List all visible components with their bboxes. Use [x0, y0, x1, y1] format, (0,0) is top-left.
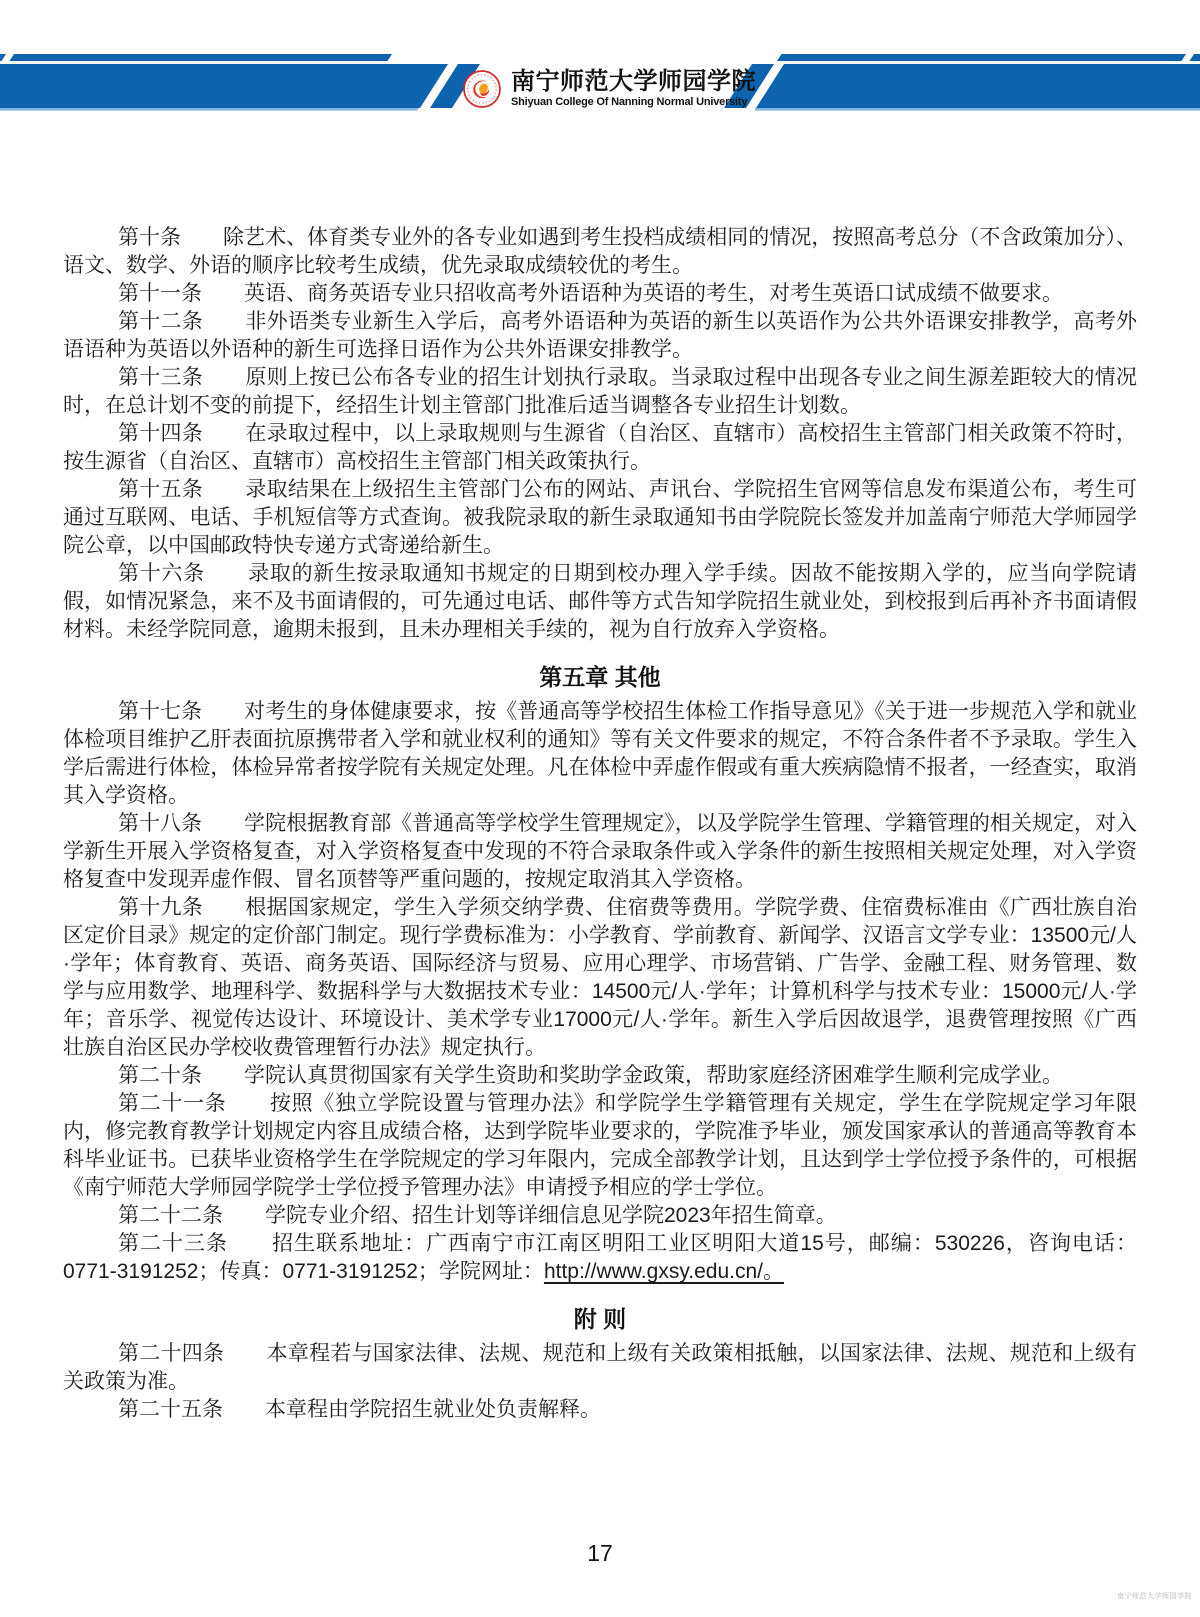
text-run: 第二十二条 学院专业介绍、招生计划等详细信息见学院2023年招生简章。: [118, 1204, 837, 1227]
article-paragraph: [63, 1230, 1137, 1286]
text-run: 第二十一条 按照《独立学院设置与管理办法》和学院学生学籍管理有关规定，学生在学院规定学习年限内，修完教育教学计划规定内容且成绩合格，达到学院毕业要求的，学院准予毕业，颁发国家承认的普通高等教育本科毕业证书。已获毕业资格学生在学院规定的学习年限内，完成全部教学计划，且达到学士学位授予条件的，可根据《南宁师范大学师园学院学士学位授予管理办法》申请授予相应的学士学位。: [63, 1092, 1137, 1199]
article-paragraph: [63, 698, 1137, 810]
text-run: 第十四条 在录取过程中，以上录取规则与生源省（自治区、直辖市）高校招生主管部门相关政策不符时，按生源省（自治区、直辖市）高校招生主管部门相关政策执行。: [63, 422, 1137, 473]
text-run: 第十一条 英语、商务英语专业只招收高考外语语种为英语的考生，对考生英语口试成绩不做要求。: [118, 282, 1063, 305]
college-name-en: Shiyuan College Of Nanning Normal University: [511, 96, 748, 108]
article-paragraph: [63, 1062, 1137, 1090]
section-heading: 附 则: [573, 1306, 627, 1332]
document-body: [63, 224, 1137, 1424]
article-paragraph: [63, 1090, 1137, 1202]
article-paragraph: [63, 224, 1137, 280]
text-run: 第二十条 学院认真贯彻国家有关学生资助和奖助学金政策，帮助家庭经济困难学生顺利完成学业。: [118, 1064, 1063, 1087]
article-paragraph: [63, 364, 1137, 420]
article-paragraph: [63, 420, 1137, 476]
text-run: 第十三条 原则上按已公布各专业的招生计划执行录取。当录取过程中出现各专业之间生源差距较大的情况时，在总计划不变的前提下，经招生计划主管部门批准后适当调整各专业招生计划数。: [63, 366, 1137, 417]
article-paragraph: [63, 560, 1137, 644]
article-paragraph: [63, 894, 1137, 1062]
article-paragraph: [63, 308, 1137, 364]
text-run: 第十八条 学院根据教育部《普通高等学校学生管理规定》，以及学院学生管理、学籍管理的相关规定，对入学新生开展入学资格复查，对入学资格复查中发现的不符合录取条件或入学条件的新生按照相关规定处理，对入学资格复查中发现弄虚作假、冒名顶替等严重问题的，按规定取消其入学资格。: [63, 812, 1137, 891]
page-number: 17: [587, 1540, 613, 1566]
article-paragraph: [63, 1340, 1137, 1396]
article-paragraph: [63, 1396, 1137, 1424]
text-run: 第十二条 非外语类专业新生入学后，高考外语语种为英语的新生以英语作为公共外语课安排教学，高考外语语种为英语以外语种的新生可选择日语作为公共外语课安排教学。: [63, 310, 1137, 361]
college-website-link[interactable]: http://www.gxsy.edu.cn/。: [543, 1260, 784, 1283]
text-run: 第十五条 录取结果在上级招生主管部门公布的网站、声讯台、学院招生官网等信息发布渠道公布，考生可通过互联网、电话、手机短信等方式查询。被我院录取的新生录取通知书由学院院长签发并加盖南宁师范大学师园学院公章，以中国邮政特快专递方式寄递给新生。: [63, 478, 1137, 557]
article-paragraph: [63, 280, 1137, 308]
text-run: 第二十四条 本章程若与国家法律、法规、规范和上级有关政策相抵触，以国家法律、法规、规范和上级有关政策为准。: [63, 1342, 1137, 1393]
section-heading: 第五章 其他: [539, 664, 661, 690]
watermark-text: 南宁师范大学师园学院: [1117, 1593, 1192, 1600]
article-paragraph: [63, 476, 1137, 560]
college-name-zh: 南宁师范大学师园学院: [511, 68, 756, 95]
text-run: 第二十三条 招生联系地址：广西南宁市江南区明阳工业区明阳大道15号，邮编：530226，咨询电话：0771-3191252；传真：0771-3191252；学院网址：: [63, 1232, 1137, 1283]
college-logo: [462, 64, 756, 114]
text-run: 第二十五条 本章程由学院招生就业处负责解释。: [118, 1398, 601, 1421]
text-run: 第十九条 根据国家规定，学生入学须交纳学费、住宿费等费用。学院学费、住宿费标准由《广西壮族自治区定价目录》规定的定价部门制定。现行学费标准为：小学教育、学前教育、新闻学、汉语言文学专业：13500元/人·学年；体育教育、英语、商务英语、国际经济与贸易、应用心理学、市场营销、广告学、金融工程、财务管理、数学与应用数学、地理科学、数据科学与大数据技术专业：14500元/人·学年；计算机科学与技术专业：15000元/人·学年；音乐学、视觉传达设计、环境设计、美术学专业17000元/人·学年。新生入学后因故退学，退费管理按照《广西壮族自治区民办学校收费管理暂行办法》规定执行。: [63, 896, 1137, 1059]
text-run: 第十条 除艺术、体育类专业外的各专业如遇到考生投档成绩相同的情况，按照高考总分（不含政策加分）、语文、数学、外语的顺序比较考生成绩，优先录取成绩较优的考生。: [63, 226, 1137, 277]
article-paragraph: [63, 1202, 1137, 1230]
text-run: 第十七条 对考生的身体健康要求，按《普通高等学校招生体检工作指导意见》《关于进一步规范入学和就业体检项目维护乙肝表面抗原携带者入学和就业权利的通知》等有关文件要求的规定，不符合条件者不予录取。学生入学后需进行体检，体检异常者按学院有关规定处理。凡在体检中弄虚作假或有重大疾病隐情不报者，一经查实，取消其入学资格。: [63, 700, 1137, 807]
college-seal-icon: [462, 69, 502, 109]
article-paragraph: [63, 810, 1137, 894]
text-run: 第十六条 录取的新生按录取通知书规定的日期到校办理入学手续。因故不能按期入学的，应当向学院请假，如情况紧急，来不及书面请假的，可先通过电话、邮件等方式告知学院招生就业处，到校报到后再补齐书面请假材料。未经学院同意，逾期未报到，且未办理相关手续的，视为自行放弃入学资格。: [63, 562, 1137, 641]
